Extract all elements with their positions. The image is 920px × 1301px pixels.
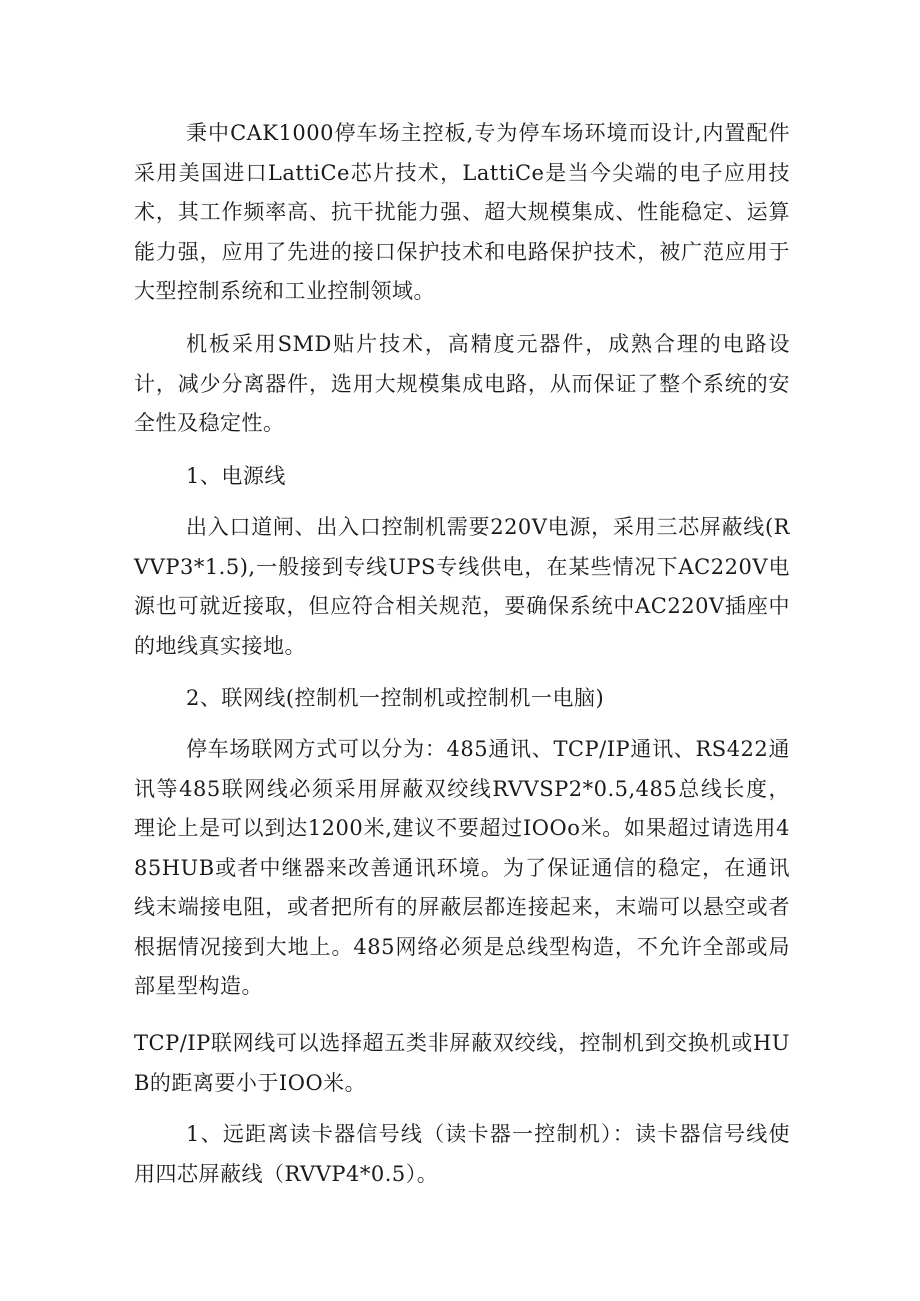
paragraph-power-line: 出入口道闸、出入口控制机需要220V电源，采用三芯屏蔽线(RVVP3*1.5),一般接到专线UPS专线供电，在某些情况下AC220V电源也可就近接取，但应符合相关规范，要确保系统中AC220V插座中的地线真实接地。 — [134, 515, 790, 658]
paragraph-board-tech: 机板采用SMD贴片技术，高精度元器件，成熟合理的电路设计，减少分离器件，选用大规模集成电路，从而保证了整个系统的安全性及稳定性。 — [134, 332, 790, 435]
paragraph-network-line: 停车场联网方式可以分为：485通讯、TCP/IP通讯、RS422通讯等485联网线必须采用屏蔽双绞线RVVSP2*0.5,485总线长度，理论上是可以到达1200米,建议不要超过IOOo米。如果超过请选用485HUB或者中继器来改善通讯环境。为了保证通信的稳定，在通讯线末端接电阻，或者把所有的屏蔽层都连接起来，末端可以悬空或者根据情况接到大地上。485网络必须是总线型构造，不允许全部或局部星型构造。 — [134, 737, 790, 998]
heading-network-line: 2、联网线(控制机一控制机或控制机一电脑) — [186, 686, 605, 710]
paragraph-tcpip: TCP/IP联网线可以选择超五类非屏蔽双绞线，控制机到交换机或HUB的距离要小于IOO米。 — [134, 1031, 790, 1095]
heading-power-line: 1、电源线 — [186, 464, 286, 488]
paragraph-intro: 秉中CAK1000停车场主控板,专为停车场环境而设计,内置配件采用美国进口LattiCe芯片技术，LattiCe是当今尖端的电子应用技术，其工作频率高、抗干扰能力强、超大规模集成、性能稳定、运算能力强，应用了先进的接口保护技术和电路保护技术，被广范应用于大型控制系统和工业控制领域。 — [134, 121, 790, 303]
paragraph-reader-line: 1、远距离读卡器信号线（读卡器一控制机）：读卡器信号线使用四芯屏蔽线（RVVP4*0.5）。 — [134, 1122, 790, 1186]
